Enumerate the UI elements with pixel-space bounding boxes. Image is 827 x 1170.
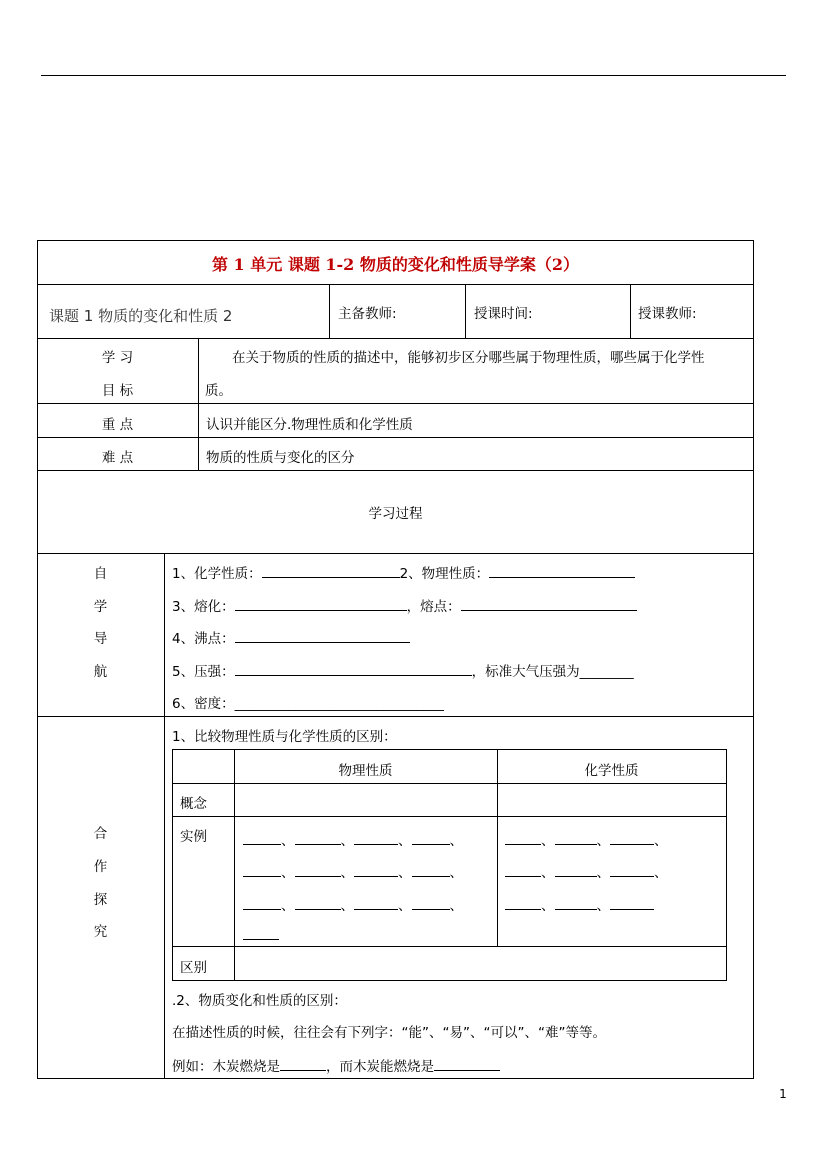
inner-line [726, 749, 727, 981]
sep: 、 [340, 865, 354, 881]
class-time-label: 授课时间: [474, 306, 533, 322]
row-line [37, 284, 754, 285]
inner-line [172, 783, 727, 784]
blank[interactable] [434, 1057, 500, 1071]
coop-question-2-text: 在描述性质的时候，往往会有下列字：“能”、“易”、“可以”、“难”等等。 [172, 1025, 606, 1041]
key-point-label: 重 点 [101, 417, 134, 433]
item-density: 6、密度：_______________________________ [172, 696, 444, 712]
sep: 、 [541, 898, 555, 914]
example-can-burn: ，而木炭能燃烧是 [326, 1059, 434, 1075]
row-concept: 概念 [180, 796, 207, 812]
sep: 、 [596, 898, 610, 914]
process-heading: 学习过程 [368, 506, 423, 522]
blank[interactable] [354, 863, 398, 877]
blank[interactable] [280, 1057, 326, 1071]
row-line [37, 470, 754, 471]
col-line [630, 284, 631, 339]
blank[interactable] [262, 564, 400, 578]
row-line [37, 403, 754, 404]
item-melting-point: ，熔点： [406, 599, 461, 615]
self-study-item-2 [172, 595, 637, 615]
physical-examples-line-3 [243, 894, 463, 914]
col-chemical: 化学性质 [584, 763, 639, 779]
sep: 、 [654, 833, 668, 849]
coop-label-3: 探 [93, 892, 108, 908]
inner-line [234, 749, 235, 981]
coop-example [172, 1055, 500, 1075]
blank[interactable] [505, 831, 541, 845]
difficult-text: 物质的性质与变化的区分 [206, 450, 355, 466]
key-point-text: 认识并能区分.物理性质和化学性质 [206, 417, 413, 433]
blank[interactable] [555, 896, 597, 910]
self-study-item-4 [172, 660, 634, 680]
blank[interactable] [489, 564, 635, 578]
blank[interactable] [354, 896, 398, 910]
sep: 、 [281, 865, 295, 881]
blank[interactable] [412, 831, 450, 845]
inner-line [172, 749, 173, 981]
col-line [198, 338, 199, 471]
sep: 、 [398, 865, 412, 881]
sep: 、 [541, 833, 555, 849]
blank[interactable] [235, 597, 407, 611]
coop-label-2: 作 [93, 859, 108, 875]
goal-text-1: 在关于物质的性质的描述中，能够初步区分哪些属于物理性质，哪些属于化学性 [232, 350, 705, 366]
blank[interactable] [295, 863, 341, 877]
row-difference: 区别 [180, 960, 207, 976]
page-number: 1 [779, 1087, 787, 1101]
blank[interactable] [505, 863, 541, 877]
blank[interactable] [235, 629, 410, 643]
blank[interactable] [610, 863, 654, 877]
row-line [37, 716, 754, 717]
coop-label-1: 合 [93, 826, 108, 842]
blank[interactable] [243, 896, 281, 910]
example-burning: 例如：木炭燃烧是 [172, 1059, 280, 1075]
col-line [465, 284, 466, 339]
item-melting: 3、熔化： [172, 599, 235, 615]
blank[interactable] [295, 896, 341, 910]
item-chemical-property: 1、化学性质： [172, 566, 262, 582]
blank[interactable] [610, 896, 654, 910]
difficult-label: 难 点 [101, 450, 134, 466]
item-standard-pressure: ，标准大气压强为________ [471, 664, 634, 680]
goal-label-1: 学 习 [101, 350, 134, 366]
sep: 、 [398, 833, 412, 849]
chemical-examples-line-2 [505, 861, 668, 881]
chemical-examples-line-3 [505, 894, 654, 914]
goal-label-2: 目 标 [101, 383, 134, 399]
table-border-top [37, 240, 754, 241]
blank[interactable] [412, 896, 450, 910]
sep: 、 [281, 833, 295, 849]
table-border-bottom [37, 1078, 754, 1079]
coop-question-2: .2、物质变化和性质的区别： [172, 993, 347, 1009]
blank[interactable] [243, 863, 281, 877]
sep: 、 [596, 833, 610, 849]
sep: 、 [654, 865, 668, 881]
main-teacher-label: 主备教师: [338, 306, 397, 322]
sep: 、 [541, 865, 555, 881]
table-border-right [753, 240, 754, 1079]
blank[interactable] [505, 896, 541, 910]
physical-examples-line-4 [243, 926, 279, 944]
sep: 、 [398, 898, 412, 914]
blank[interactable] [295, 831, 341, 845]
self-study-label-2: 学 [93, 599, 108, 615]
blank[interactable] [555, 863, 597, 877]
inner-line [172, 749, 727, 750]
sep: 、 [340, 833, 354, 849]
col-physical: 物理性质 [338, 763, 393, 779]
row-example: 实例 [180, 829, 207, 845]
blank[interactable] [354, 831, 398, 845]
col-line [329, 284, 330, 339]
row-line [37, 338, 754, 339]
sep: 、 [596, 865, 610, 881]
page-title: 第 1 单元 课题 1-2 物质的变化和性质导学案（2） [211, 255, 580, 274]
inner-line [172, 980, 727, 981]
self-study-label-4: 航 [93, 664, 108, 680]
goal-text-2: 质。 [205, 383, 232, 399]
blank[interactable] [235, 662, 472, 676]
blank[interactable] [555, 831, 597, 845]
self-study-item-5 [172, 692, 444, 712]
row-line [37, 553, 754, 554]
lesson-name: 课题 1 物质的变化和性质 2 [49, 307, 233, 325]
item-physical-property: 2、物理性质： [399, 566, 490, 582]
item-boiling-point: 4、沸点： [172, 631, 235, 647]
item-pressure: 5、压强： [172, 664, 235, 680]
self-study-label-3: 导 [93, 631, 108, 647]
inner-line [172, 816, 727, 817]
row-line [37, 437, 754, 438]
chemical-examples-line-1 [505, 829, 668, 849]
self-study-item-3 [172, 627, 410, 647]
header-rule [41, 75, 786, 76]
sep: 、 [340, 898, 354, 914]
blank[interactable] [461, 597, 637, 611]
blank[interactable] [243, 831, 281, 845]
physical-examples-line-2 [243, 861, 463, 881]
teacher-label: 授课教师: [638, 306, 697, 322]
blank[interactable] [243, 926, 279, 940]
inner-line [172, 946, 727, 947]
coop-label-4: 究 [93, 924, 108, 940]
blank[interactable] [412, 863, 450, 877]
physical-examples-line-1 [243, 829, 463, 849]
sep: 、 [449, 865, 463, 881]
coop-question-1: 1、比较物理性质与化学性质的区别： [172, 729, 397, 745]
sep: 、 [449, 898, 463, 914]
sep: 、 [281, 898, 295, 914]
blank[interactable] [610, 831, 654, 845]
self-study-label-1: 自 [93, 566, 108, 582]
col-line [164, 553, 165, 1079]
self-study-item-1 [172, 562, 635, 582]
sep: 、 [449, 833, 463, 849]
